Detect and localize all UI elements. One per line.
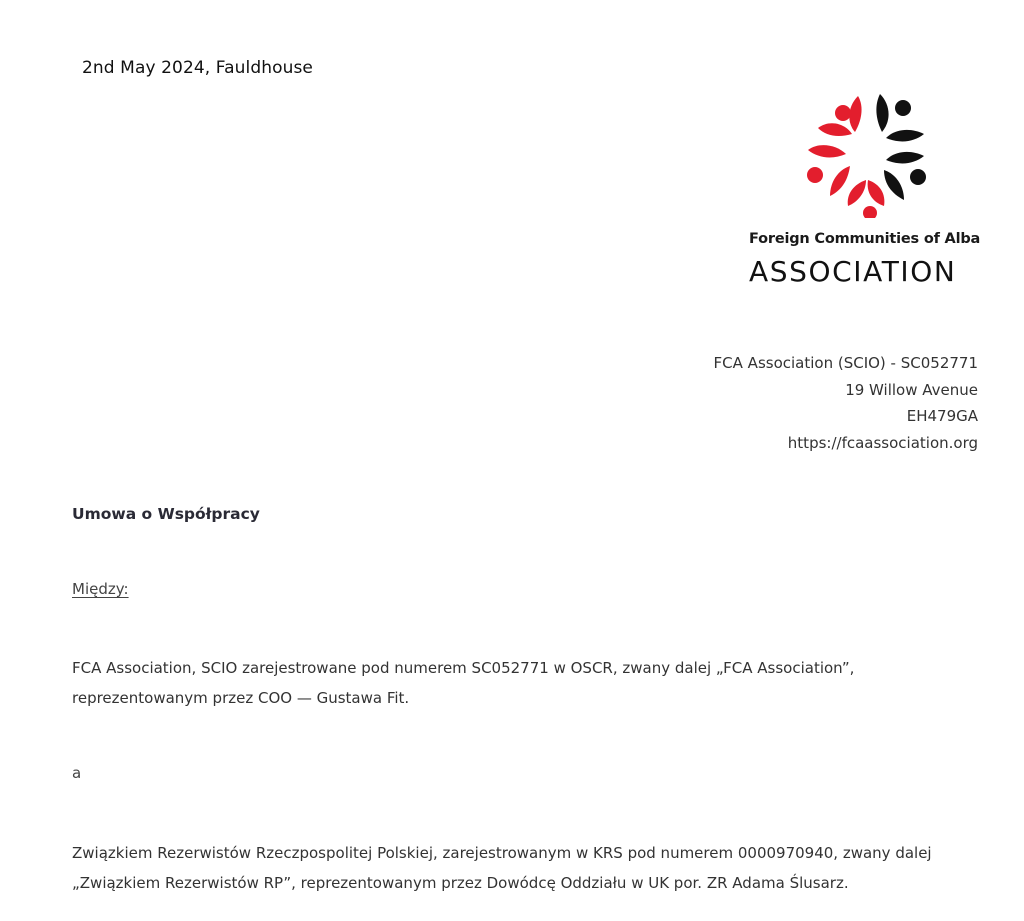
date-place: 2nd May 2024, Fauldhouse — [82, 58, 313, 78]
address-org-line: FCA Association (SCIO) - SC052771 — [713, 354, 978, 372]
party-2-paragraph: Związkiem Rezerwistów Rzeczpospolitej Polskiej, zarejestrowanym w KRS pod numerem 0000970940, zwany dalej „Związkiem Rezerwistów RP”, reprezentowanym przez Dowódcę Oddziału w UK por. ZR Adama Ślusarz. — [72, 844, 932, 892]
address-postcode-line: EH479GA — [906, 407, 978, 425]
between-label: Między: — [72, 580, 129, 598]
sender-address — [714, 350, 978, 456]
conjunction: a — [72, 764, 82, 782]
party-1-paragraph: FCA Association, SCIO zarejestrowane pod numerem SC052771 w OSCR, zwany dalej „FCA Association”, reprezentowanym przez COO — Gustawa Fit. — [72, 659, 855, 707]
flower-people-logo-icon — [800, 88, 930, 218]
address-street-line: 19 Willow Avenue — [845, 380, 978, 399]
document-title: Umowa o Współpracy — [72, 505, 260, 523]
org-subtitle: Foreign Communities of Alba — [749, 231, 981, 247]
org-name: ASSOCIATION — [749, 255, 957, 288]
address-website-link[interactable]: https://fcaassociation.org — [787, 433, 978, 452]
